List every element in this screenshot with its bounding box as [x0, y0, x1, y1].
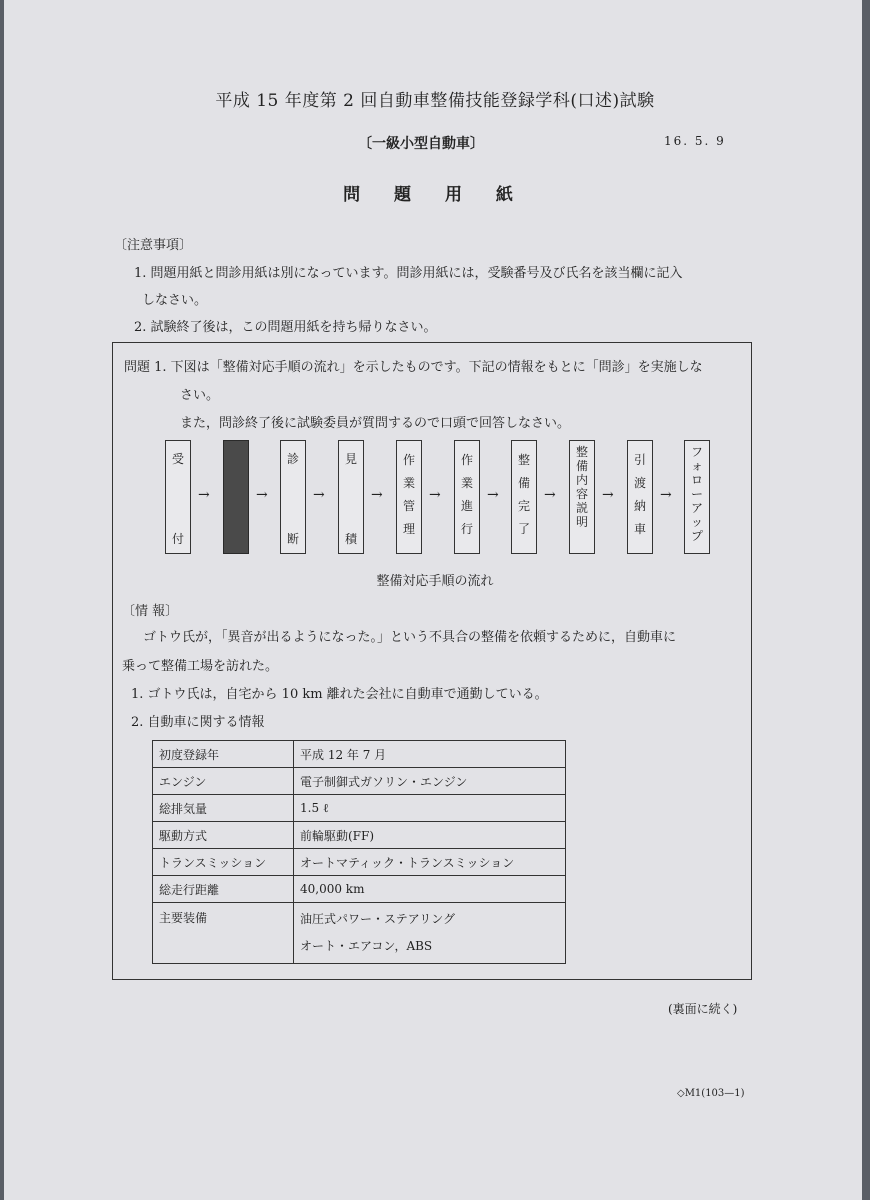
flow-arrow-icon: →	[544, 487, 556, 503]
table-row	[153, 768, 566, 795]
table-value: 1.5 ℓ	[294, 795, 566, 822]
flow-step-char: 行	[460, 522, 473, 536]
flow-step-char: 納	[633, 499, 646, 513]
continued-note: (裏面に続く)	[668, 1002, 738, 1016]
flow-step-char	[224, 469, 248, 489]
flow-step-char: 引	[633, 453, 646, 467]
table-row	[153, 795, 566, 822]
flow-step-char: 整	[517, 453, 530, 467]
question-line-3: また，問診終了後に試験委員が質問するので口頭で回答しなさい。	[180, 416, 571, 431]
question-line-1: 問題 1. 下図は「整備対応手順の流れ」を示したものです。下記の情報をもとに「問診」を実施しな	[124, 360, 703, 375]
flow-step-char	[224, 529, 248, 549]
flow-step-char: 見	[344, 452, 357, 466]
flow-step-char: 完	[517, 499, 530, 513]
flow-step-char: 整	[575, 445, 588, 459]
question-line-2: さい。	[180, 388, 220, 403]
flow-step-char: ロ	[690, 473, 703, 487]
flow-step-char: 説	[575, 501, 588, 515]
flow-step-char	[281, 489, 305, 509]
flow-step-label	[628, 449, 652, 541]
flow-step-char: 受	[171, 452, 184, 466]
info-item-1: 1. ゴトウ氏は，自宅から 10 km 離れた会社に自動車で通勤している。	[131, 687, 548, 702]
flow-step-char: 備	[575, 459, 588, 473]
flow-step	[223, 440, 249, 554]
exam-category: 〔一級小型自動車〕	[358, 136, 484, 152]
table-key: 総排気量	[153, 795, 294, 822]
table-row	[153, 849, 566, 876]
flow-step	[280, 440, 306, 554]
flow-step-char: 作	[460, 453, 473, 467]
flow-step	[684, 440, 710, 554]
flow-step-char: 渡	[633, 476, 646, 490]
flow-arrow-icon: →	[198, 487, 210, 503]
flow-step-char	[166, 469, 190, 489]
flow-step-char	[224, 449, 248, 469]
flow-step-char: 車	[633, 522, 646, 536]
vehicle-info-table	[152, 740, 566, 964]
flow-step-label	[397, 449, 421, 541]
flow-arrow-icon: →	[429, 487, 441, 503]
flow-step-char	[224, 489, 248, 509]
flow-step-char: ー	[690, 487, 703, 501]
flow-step-char: 理	[402, 522, 415, 536]
flow-step-label	[685, 445, 709, 543]
table-key: 総走行距離	[153, 876, 294, 903]
info-heading: 〔情 報〕	[122, 604, 179, 619]
table-row	[153, 876, 566, 903]
document-code: ◇M1(103—1)	[677, 1088, 745, 1099]
flow-arrow-icon: →	[487, 487, 499, 503]
flow-step-char	[339, 489, 363, 509]
flow-step-char	[339, 469, 363, 489]
flow-step-label	[512, 449, 536, 541]
table-key: 主要装備	[153, 903, 294, 964]
flow-step-label	[281, 449, 305, 549]
flow-step-label	[339, 449, 363, 549]
table-value: 電子制御式ガソリン・エンジン	[294, 768, 566, 795]
flow-step	[338, 440, 364, 554]
flow-step-char: ォ	[690, 459, 703, 473]
flow-step-label	[166, 449, 190, 549]
note-item-1-cont: しなさい。	[142, 293, 208, 308]
flow-step	[569, 440, 595, 554]
table-key: 駆動方式	[153, 822, 294, 849]
flow-step-char: 管	[402, 499, 415, 513]
flow-step	[454, 440, 480, 554]
flow-arrow-icon: →	[313, 487, 325, 503]
flow-step-char: 断	[286, 532, 299, 546]
exam-date: 16. 5. 9	[664, 134, 726, 148]
table-key: 初度登録年	[153, 741, 294, 768]
table-value: 40,000 km	[294, 876, 566, 903]
flow-step-char	[339, 509, 363, 529]
note-item-2: 2. 試験終了後は，この問題用紙を持ち帰りなさい。	[134, 320, 437, 335]
flow-arrow-icon: →	[660, 487, 672, 503]
exam-title: 平成 15 年度第 2 回自動車整備技能登録学科(口述)試験	[215, 91, 655, 111]
table-value: オートマティック・トランスミッション	[294, 849, 566, 876]
flow-step	[396, 440, 422, 554]
notes-heading: 〔注意事項〕	[114, 238, 193, 253]
flow-step-char: 明	[575, 515, 588, 529]
flow-step-char: 作	[402, 453, 415, 467]
flow-arrow-icon: →	[602, 487, 614, 503]
flow-step	[511, 440, 537, 554]
page-heading: 問 題 用 紙	[343, 185, 527, 205]
flow-step-char	[281, 469, 305, 489]
flow-step-char	[166, 489, 190, 509]
flow-step-char	[281, 509, 305, 529]
flow-step-char: 業	[460, 476, 473, 490]
flow-diagram	[165, 440, 725, 556]
flow-step-char: ッ	[690, 515, 703, 529]
flow-step-char: 業	[402, 476, 415, 490]
flow-step-label	[455, 449, 479, 541]
table-row	[153, 741, 566, 768]
info-paragraph-line-1: ゴトウ氏が，「異音が出るようになった。」という不具合の整備を依頼するために，自動車に	[143, 630, 677, 645]
table-key: エンジン	[153, 768, 294, 795]
flow-step-char: 容	[575, 487, 588, 501]
flow-step-char: 了	[517, 522, 530, 536]
table-key: トランスミッション	[153, 849, 294, 876]
table-row	[153, 903, 566, 964]
flow-step	[627, 440, 653, 554]
flow-caption: 整備対応手順の流れ	[376, 574, 494, 589]
flow-step-char: 備	[517, 476, 530, 490]
flow-step-char: 付	[171, 532, 184, 546]
flow-step-char: ア	[690, 501, 703, 515]
flow-step-char	[166, 509, 190, 529]
flow-step-char	[224, 509, 248, 529]
flow-step-char: 進	[460, 499, 473, 513]
flow-step-label	[570, 445, 594, 529]
flow-step-char: 診	[286, 452, 299, 466]
table-value	[294, 903, 566, 964]
flow-step	[165, 440, 191, 554]
table-value: 前輪駆動(FF)	[294, 822, 566, 849]
flow-step-char: プ	[690, 529, 703, 543]
table-value-line: オート・エアコン，ABS	[300, 939, 433, 953]
flow-step-char: 積	[344, 532, 357, 546]
info-paragraph-line-2: 乗って整備工場を訪れた。	[122, 659, 279, 674]
table-value-line: 油圧式パワー・ステアリング	[300, 912, 456, 926]
table-value: 平成 12 年 7 月	[294, 741, 566, 768]
flow-arrow-icon: →	[371, 487, 383, 503]
flow-arrow-icon: →	[256, 487, 268, 503]
note-item-1: 1. 問題用紙と問診用紙は別になっています。問診用紙には，受験番号及び氏名を該当欄に記入	[134, 266, 683, 281]
flow-step-char: フ	[690, 445, 703, 459]
info-item-2: 2. 自動車に関する情報	[131, 715, 265, 730]
flow-step-char: 内	[575, 473, 588, 487]
table-row	[153, 822, 566, 849]
flow-step-label	[224, 449, 248, 549]
